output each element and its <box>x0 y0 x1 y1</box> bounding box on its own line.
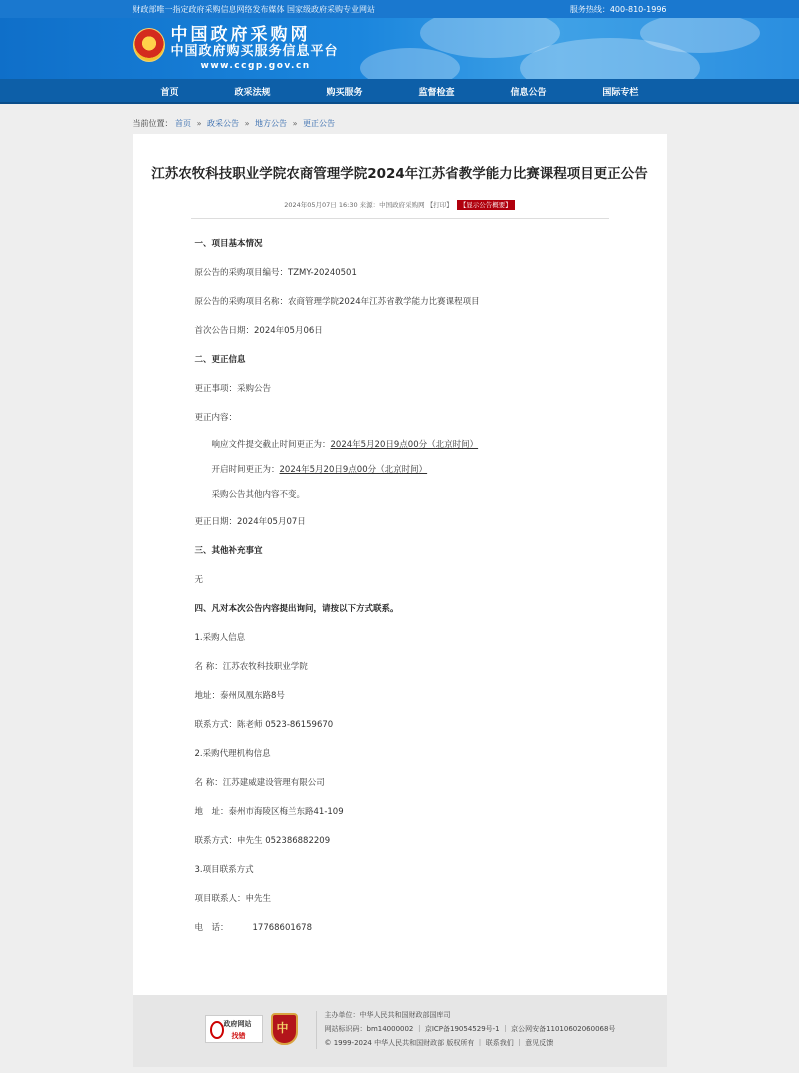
project-name: 原公告的采购项目名称：农商管理学院2024年江苏省教学能力比赛课程项目 <box>194 297 480 307</box>
logo-url: www.ccgp.gov.cn <box>200 61 311 71</box>
site-banner <box>0 18 799 79</box>
first-announce-date: 首次公告日期：2024年05月06日 <box>194 326 323 336</box>
nav-purchase-services[interactable]: 购买服务 <box>326 88 363 98</box>
correction-deadline <box>195 433 667 458</box>
phone-value: 17768601678 <box>252 923 313 933</box>
page-title: 江苏农牧科技职业学院农商管理学院2024年江苏省教学能力比赛课程项目更正公告 <box>151 166 648 182</box>
correction-item: 更正事项：采购公告 <box>194 384 272 394</box>
main-nav <box>0 79 799 104</box>
show-summary-button[interactable]: 【显示公告概要】 <box>457 200 515 210</box>
breadcrumb <box>133 118 667 132</box>
article-meta <box>133 200 667 209</box>
breadcrumb-procurement[interactable]: 政采公告 <box>207 119 240 128</box>
correction-opening-value: 2024年5月20日9点00分（北京时间） <box>279 465 428 475</box>
project-phone <box>195 914 667 943</box>
publish-info: 2024年05月07日 16:30 来源：中国政府采购网 【打印】 <box>284 201 453 209</box>
project-number: 原公告的采购项目编号：TZMY-20240501 <box>194 268 357 278</box>
top-info-bar <box>0 0 799 18</box>
nav-home[interactable]: 首页 <box>160 88 179 98</box>
breadcrumb-sep: » <box>244 119 250 128</box>
footer-registration: 网站标识码：bm14000002 ｜ 京ICP备19054529号-1 ｜ 京公网安备11010602060068号 <box>324 1025 616 1033</box>
service-hotline: 服务热线：400-810-1996 <box>569 4 667 14</box>
article-body <box>133 230 667 943</box>
section-heading: 二、更正信息 <box>194 355 246 365</box>
buyer-name: 名 称：江苏农牧科技职业学院 <box>194 662 308 672</box>
divider <box>191 218 609 219</box>
correction-deadline-value: 2024年5月20日9点00分（北京时间） <box>330 440 479 450</box>
logo-line-1: 中国政府采购网 <box>170 25 311 45</box>
gov-badge-icon <box>210 1021 224 1039</box>
correction-date: 更正日期：2024年05月07日 <box>194 517 306 527</box>
breadcrumb-home[interactable]: 首页 <box>175 119 192 128</box>
party-org-shield-icon[interactable] <box>271 1013 298 1045</box>
buyer-title: 1.采购人信息 <box>194 633 246 643</box>
footer-divider <box>316 1011 317 1049</box>
correction-other: 采购公告其他内容不变。 <box>211 490 306 500</box>
breadcrumb-sep: » <box>292 119 298 128</box>
gov-badge-subtitle: 找错 <box>231 1032 246 1040</box>
breadcrumb-local[interactable]: 地方公告 <box>255 119 288 128</box>
site-footer <box>133 995 667 1067</box>
project-contact-title: 3.项目联系方式 <box>194 865 254 875</box>
footer-info <box>325 1008 616 1050</box>
breadcrumb-prefix: 当前位置： <box>132 119 173 128</box>
nav-regulations[interactable]: 政采法规 <box>234 88 271 98</box>
gov-website-error-badge[interactable] <box>205 1015 263 1043</box>
breadcrumb-correction[interactable]: 更正公告 <box>303 119 336 128</box>
correction-opening-label: 开启时间更正为： <box>211 465 280 475</box>
article-panel <box>133 134 667 995</box>
gov-badge-title: 政府网站 <box>223 1020 252 1028</box>
section-heading: 四、凡对本次公告内容提出询问，请按以下方式联系。 <box>194 604 399 614</box>
footer-host: 主办单位：中华人民共和国财政部国库司 <box>324 1011 451 1019</box>
section-heading: 一、项目基本情况 <box>194 239 263 249</box>
agent-contact: 联系方式：申先生 052386882209 <box>194 836 331 846</box>
correction-deadline-label: 响应文件提交截止时间更正为： <box>211 440 331 450</box>
agent-name: 名 称：江苏建威建设管理有限公司 <box>194 778 325 788</box>
nav-international[interactable]: 国际专栏 <box>602 88 639 98</box>
nav-announcements[interactable]: 信息公告 <box>510 88 547 98</box>
nav-supervision[interactable]: 监督检查 <box>418 88 455 98</box>
buyer-address: 地址：泰州凤凰东路8号 <box>194 691 285 701</box>
agent-title: 2.采购代理机构信息 <box>194 749 271 759</box>
site-logo[interactable] <box>171 26 339 73</box>
shield-glyph: 中 <box>276 1021 289 1035</box>
national-emblem-icon <box>133 28 165 62</box>
breadcrumb-sep: » <box>196 119 202 128</box>
footer-copyright: © 1999-2024 中华人民共和国财政部 版权所有 ｜ 联系我们 ｜ 意见反馈 <box>324 1039 554 1047</box>
phone-label: 电 话： <box>194 923 229 933</box>
supplement-body: 无 <box>194 575 204 585</box>
correction-opening <box>195 458 667 483</box>
section-heading: 三、其他补充事宜 <box>194 546 263 556</box>
agent-address: 地 址：泰州市海陵区梅兰东路41-109 <box>194 807 344 817</box>
project-contact-person: 项目联系人：申先生 <box>194 894 272 904</box>
top-slogan: 财政部唯一指定政府采购信息网络发布媒体 国家级政府采购专业网站 <box>132 4 376 14</box>
buyer-contact: 联系方式：陈老师 0523-86159670 <box>194 720 334 730</box>
logo-line-2: 中国政府购买服务信息平台 <box>170 44 339 59</box>
correction-content-label: 更正内容： <box>194 413 238 423</box>
